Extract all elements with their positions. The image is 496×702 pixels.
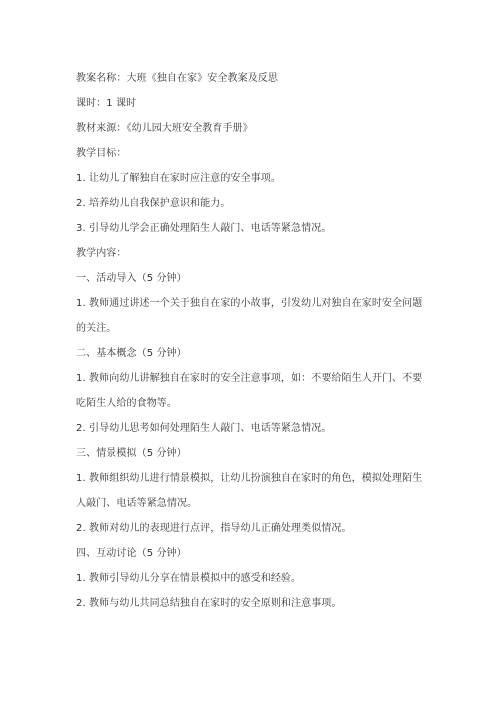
activity-heading: 四、互动讨论（5 分钟） bbox=[76, 548, 187, 559]
activity-heading: 二、基本概念（5 分钟） bbox=[76, 348, 187, 359]
material-source: 教材来源：《幼儿园大班安全教育手册》 bbox=[76, 123, 253, 134]
activity-step: 2. 教师对幼儿的表现进行点评，指导幼儿正确处理类似情况。 bbox=[76, 523, 352, 534]
objective-item: 1. 让幼儿了解独自在家时应注意的安全事项。 bbox=[76, 173, 281, 184]
activity-heading: 三、情景模拟（5 分钟） bbox=[76, 448, 187, 459]
activity-step: 2. 教师与幼儿共同总结独自在家时的安全原则和注意事项。 bbox=[76, 598, 342, 609]
activity-step-continued: 的关注。 bbox=[76, 323, 117, 334]
activity-step: 2. 引导幼儿思考如何处理陌生人敲门、电话等紧急情况。 bbox=[76, 423, 332, 434]
activity-step: 1. 教师通过讲述一个关于独自在家的小故事，引发幼儿对独自在家时安全问题 bbox=[76, 298, 423, 309]
activity-step: 1. 教师组织幼儿进行情景模拟，让幼儿扮演独自在家时的角色，模拟处理陌生 bbox=[76, 473, 423, 484]
activity-step: 1. 教师引导幼儿分享在情景模拟中的感受和经验。 bbox=[76, 573, 302, 584]
objective-item: 3. 引导幼儿学会正确处理陌生人敲门、电话等紧急情况。 bbox=[76, 223, 332, 234]
activity-step-continued: 吃陌生人给的食物等。 bbox=[76, 398, 177, 409]
section-heading-content: 教学内容： bbox=[76, 248, 127, 259]
document-body bbox=[76, 66, 436, 616]
class-hours: 课时：1 课时 bbox=[76, 98, 137, 109]
lesson-title: 教案名称：大班《独自在家》安全教案及反思 bbox=[76, 73, 278, 84]
section-heading-objectives: 教学目标： bbox=[76, 148, 127, 159]
activity-heading: 一、活动导入（5 分钟） bbox=[76, 273, 187, 284]
activity-step-continued: 人敲门、电话等紧急情况。 bbox=[76, 498, 198, 509]
objective-item: 2. 培养幼儿自我保护意识和能力。 bbox=[76, 198, 231, 209]
activity-step: 1. 教师向幼儿讲解独自在家时的安全注意事项，如：不要给陌生人开门、不要 bbox=[76, 373, 423, 384]
